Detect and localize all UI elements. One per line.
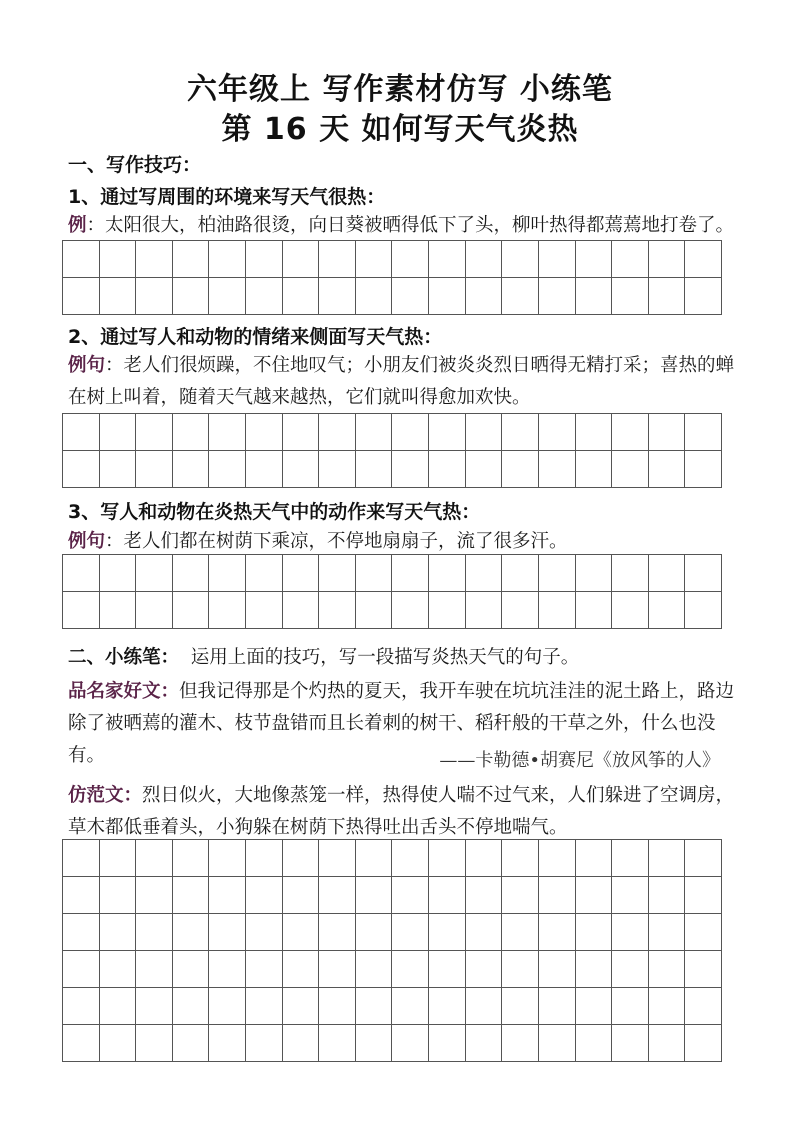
- grid-cell[interactable]: [209, 592, 246, 629]
- grid-cell[interactable]: [576, 278, 613, 315]
- grid-cell[interactable]: [466, 555, 503, 592]
- grid-cell[interactable]: [502, 241, 539, 278]
- grid-cell[interactable]: [319, 988, 356, 1025]
- grid-cell[interactable]: [576, 988, 613, 1025]
- grid-cell[interactable]: [539, 1025, 576, 1062]
- grid-cell[interactable]: [429, 840, 466, 877]
- section2-heading: 二、小练笔：: [68, 647, 180, 668]
- grid-cell[interactable]: [136, 241, 173, 278]
- example-label: 例句: [68, 531, 106, 552]
- grid-cell[interactable]: [502, 555, 539, 592]
- grid-cell[interactable]: [100, 241, 137, 278]
- grid-cell[interactable]: [100, 877, 137, 914]
- grid-cell[interactable]: [319, 1025, 356, 1062]
- grid-cell[interactable]: [173, 951, 210, 988]
- grid-cell[interactable]: [466, 451, 503, 488]
- grid-cell[interactable]: [649, 951, 686, 988]
- grid-cell[interactable]: [466, 592, 503, 629]
- grid-cell[interactable]: [502, 592, 539, 629]
- grid-cell[interactable]: [429, 241, 466, 278]
- grid-cell[interactable]: [392, 555, 429, 592]
- example-text: ：太阳很大，柏油路很烫，向日葵被晒得低下了头，柳叶热得都蔫蔫地打卷了。: [86, 215, 735, 236]
- grid-cell[interactable]: [502, 877, 539, 914]
- grid-cell[interactable]: [246, 592, 283, 629]
- grid-cell[interactable]: [319, 914, 356, 951]
- grid-cell[interactable]: [392, 914, 429, 951]
- example-label: 例句: [68, 355, 106, 376]
- grid-cell[interactable]: [246, 555, 283, 592]
- grid-cell[interactable]: [319, 241, 356, 278]
- grid-cell[interactable]: [209, 988, 246, 1025]
- writing-grid-3[interactable]: [62, 554, 722, 629]
- grid-cell[interactable]: [649, 241, 686, 278]
- grid-cell[interactable]: [319, 451, 356, 488]
- grid-cell[interactable]: [649, 840, 686, 877]
- grid-cell[interactable]: [576, 914, 613, 951]
- model-passage: [68, 780, 738, 844]
- grid-cell[interactable]: [209, 414, 246, 451]
- grid-cell[interactable]: [612, 877, 649, 914]
- grid-cell[interactable]: [392, 840, 429, 877]
- grid-cell[interactable]: [173, 877, 210, 914]
- model-text: 烈日似火，大地像蒸笼一样，热得使人喘不过气来，人们躲进了空调房，草木都低垂着头，小狗躲在树荫下热得吐出舌头不停地喘气。: [68, 785, 735, 838]
- grid-cell[interactable]: [283, 877, 320, 914]
- grid-cell[interactable]: [100, 951, 137, 988]
- grid-cell[interactable]: [539, 241, 576, 278]
- grid-cell[interactable]: [466, 1025, 503, 1062]
- grid-cell[interactable]: [283, 241, 320, 278]
- grid-cell[interactable]: [539, 278, 576, 315]
- grid-cell[interactable]: [466, 278, 503, 315]
- grid-cell[interactable]: [466, 877, 503, 914]
- technique-2-example: [68, 350, 738, 414]
- grid-cell[interactable]: [136, 951, 173, 988]
- grid-cell[interactable]: [612, 988, 649, 1025]
- grid-cell[interactable]: [392, 592, 429, 629]
- grid-cell[interactable]: [502, 278, 539, 315]
- grid-cell[interactable]: [539, 555, 576, 592]
- grid-cell[interactable]: [429, 951, 466, 988]
- grid-cell[interactable]: [429, 451, 466, 488]
- grid-cell[interactable]: [319, 555, 356, 592]
- section2-heading-line: [68, 642, 738, 674]
- grid-cell[interactable]: [209, 1025, 246, 1062]
- grid-cell[interactable]: [466, 414, 503, 451]
- grid-cell[interactable]: [612, 1025, 649, 1062]
- grid-cell[interactable]: [649, 592, 686, 629]
- grid-cell[interactable]: [649, 877, 686, 914]
- grid-cell[interactable]: [429, 555, 466, 592]
- grid-cell[interactable]: [576, 451, 613, 488]
- grid-cell[interactable]: [356, 555, 393, 592]
- grid-cell[interactable]: [136, 555, 173, 592]
- grid-cell[interactable]: [429, 278, 466, 315]
- grid-cell[interactable]: [136, 1025, 173, 1062]
- grid-cell[interactable]: [392, 414, 429, 451]
- grid-cell[interactable]: [246, 278, 283, 315]
- grid-cell[interactable]: [612, 555, 649, 592]
- grid-cell[interactable]: [173, 555, 210, 592]
- grid-cell[interactable]: [246, 451, 283, 488]
- grid-cell[interactable]: [466, 241, 503, 278]
- grid-cell[interactable]: [283, 914, 320, 951]
- grid-cell[interactable]: [502, 1025, 539, 1062]
- grid-cell[interactable]: [209, 555, 246, 592]
- grid-cell[interactable]: [576, 840, 613, 877]
- grid-cell[interactable]: [136, 988, 173, 1025]
- grid-cell[interactable]: [429, 414, 466, 451]
- grid-cell[interactable]: [392, 451, 429, 488]
- grid-cell[interactable]: [649, 1025, 686, 1062]
- grid-cell[interactable]: [100, 592, 137, 629]
- grid-cell[interactable]: [356, 988, 393, 1025]
- grid-cell[interactable]: [63, 555, 100, 592]
- grid-cell[interactable]: [429, 877, 466, 914]
- grid-cell[interactable]: [173, 988, 210, 1025]
- grid-cell[interactable]: [539, 592, 576, 629]
- grid-cell[interactable]: [539, 414, 576, 451]
- grid-cell[interactable]: [612, 241, 649, 278]
- grid-cell[interactable]: [136, 592, 173, 629]
- grid-cell[interactable]: [356, 278, 393, 315]
- grid-cell[interactable]: [209, 278, 246, 315]
- grid-cell[interactable]: [136, 840, 173, 877]
- grid-cell[interactable]: [63, 414, 100, 451]
- grid-cell[interactable]: [319, 414, 356, 451]
- grid-cell[interactable]: [649, 278, 686, 315]
- famous-label: 品名家好文：: [68, 681, 180, 702]
- grid-cell[interactable]: [612, 592, 649, 629]
- grid-cell[interactable]: [466, 914, 503, 951]
- grid-cell[interactable]: [685, 451, 722, 488]
- grid-cell[interactable]: [283, 1025, 320, 1062]
- grid-cell[interactable]: [100, 988, 137, 1025]
- technique-1-example: [68, 210, 758, 242]
- writing-grid-1[interactable]: [62, 240, 722, 315]
- technique-3-heading: 3、写人和动物在炎热天气中的动作来写天气热：: [68, 501, 481, 523]
- writing-grid-4[interactable]: [62, 839, 722, 1062]
- grid-cell[interactable]: [576, 241, 613, 278]
- grid-cell[interactable]: [319, 592, 356, 629]
- grid-cell[interactable]: [502, 914, 539, 951]
- citation: ——卡勒德•胡赛尼《放风筝的人》: [439, 750, 720, 771]
- grid-cell[interactable]: [209, 914, 246, 951]
- grid-cell[interactable]: [246, 241, 283, 278]
- example-text: ：老人们很烦躁，不住地叹气；小朋友们被炎炎烈日晒得无精打采；喜热的蝉在树上叫着，随着天气越来越热，它们就叫得愈加欢快。: [68, 355, 735, 408]
- grid-cell[interactable]: [502, 988, 539, 1025]
- grid-cell[interactable]: [319, 951, 356, 988]
- grid-cell[interactable]: [429, 988, 466, 1025]
- grid-cell[interactable]: [466, 951, 503, 988]
- grid-cell[interactable]: [649, 414, 686, 451]
- example-label: 例: [68, 215, 87, 236]
- grid-cell[interactable]: [63, 951, 100, 988]
- grid-cell[interactable]: [246, 914, 283, 951]
- grid-cell[interactable]: [612, 414, 649, 451]
- grid-cell[interactable]: [649, 988, 686, 1025]
- grid-cell[interactable]: [685, 241, 722, 278]
- grid-cell[interactable]: [685, 840, 722, 877]
- grid-cell[interactable]: [319, 877, 356, 914]
- grid-cell[interactable]: [246, 840, 283, 877]
- grid-cell[interactable]: [539, 840, 576, 877]
- grid-cell[interactable]: [63, 241, 100, 278]
- section2-instruction: 运用上面的技巧，写一段描写炎热天气的句子。: [190, 647, 580, 668]
- example-text: ：老人们都在树荫下乘凉，不停地扇扇子，流了很多汗。: [105, 531, 568, 552]
- grid-cell[interactable]: [173, 451, 210, 488]
- grid-cell[interactable]: [685, 914, 722, 951]
- model-label: 仿范文：: [68, 785, 143, 806]
- grid-cell[interactable]: [356, 451, 393, 488]
- grid-cell[interactable]: [100, 914, 137, 951]
- grid-cell[interactable]: [63, 988, 100, 1025]
- grid-cell[interactable]: [392, 988, 429, 1025]
- grid-cell[interactable]: [649, 451, 686, 488]
- grid-cell[interactable]: [576, 592, 613, 629]
- grid-cell[interactable]: [209, 241, 246, 278]
- grid-cell[interactable]: [136, 451, 173, 488]
- famous-text: 但我记得那是个灼热的夏天，我开车驶在坑坑洼洼的泥土路上，路边除了被晒蔫的灌木、枝节盘错而且长着刺的树干、稻秆般的干草之外，什么也没有。: [68, 681, 735, 766]
- grid-cell[interactable]: [319, 278, 356, 315]
- grid-cell[interactable]: [356, 592, 393, 629]
- grid-cell[interactable]: [209, 877, 246, 914]
- grid-cell[interactable]: [136, 278, 173, 315]
- grid-cell[interactable]: [100, 1025, 137, 1062]
- grid-cell[interactable]: [209, 840, 246, 877]
- grid-cell[interactable]: [576, 1025, 613, 1062]
- grid-cell[interactable]: [356, 914, 393, 951]
- grid-cell[interactable]: [356, 840, 393, 877]
- grid-cell[interactable]: [502, 414, 539, 451]
- grid-cell[interactable]: [685, 951, 722, 988]
- grid-cell[interactable]: [100, 278, 137, 315]
- grid-cell[interactable]: [63, 592, 100, 629]
- grid-cell[interactable]: [283, 592, 320, 629]
- grid-cell[interactable]: [539, 451, 576, 488]
- grid-cell[interactable]: [685, 988, 722, 1025]
- grid-cell[interactable]: [246, 1025, 283, 1062]
- grid-cell[interactable]: [685, 414, 722, 451]
- grid-cell[interactable]: [392, 877, 429, 914]
- grid-cell[interactable]: [283, 278, 320, 315]
- grid-cell[interactable]: [429, 914, 466, 951]
- grid-cell[interactable]: [392, 241, 429, 278]
- grid-cell[interactable]: [100, 555, 137, 592]
- grid-cell[interactable]: [612, 951, 649, 988]
- page-subtitle: 第 16 天 如何写天气炎热: [221, 112, 579, 147]
- grid-cell[interactable]: [649, 914, 686, 951]
- grid-cell[interactable]: [173, 1025, 210, 1062]
- grid-cell[interactable]: [283, 414, 320, 451]
- grid-cell[interactable]: [576, 951, 613, 988]
- grid-cell[interactable]: [539, 914, 576, 951]
- grid-cell[interactable]: [246, 951, 283, 988]
- page-title: 六年级上 写作素材仿写 小练笔: [187, 72, 613, 107]
- grid-cell[interactable]: [63, 914, 100, 951]
- grid-cell[interactable]: [539, 877, 576, 914]
- grid-cell[interactable]: [392, 278, 429, 315]
- grid-cell[interactable]: [502, 951, 539, 988]
- grid-cell[interactable]: [429, 592, 466, 629]
- grid-cell[interactable]: [173, 414, 210, 451]
- grid-cell[interactable]: [209, 451, 246, 488]
- grid-cell[interactable]: [283, 451, 320, 488]
- grid-cell[interactable]: [283, 988, 320, 1025]
- grid-cell[interactable]: [173, 241, 210, 278]
- grid-cell[interactable]: [136, 914, 173, 951]
- grid-cell[interactable]: [685, 1025, 722, 1062]
- grid-cell[interactable]: [539, 988, 576, 1025]
- grid-cell[interactable]: [466, 840, 503, 877]
- grid-cell[interactable]: [685, 592, 722, 629]
- grid-cell[interactable]: [612, 914, 649, 951]
- grid-cell[interactable]: [173, 840, 210, 877]
- grid-cell[interactable]: [100, 840, 137, 877]
- grid-cell[interactable]: [173, 592, 210, 629]
- grid-cell[interactable]: [63, 451, 100, 488]
- grid-cell[interactable]: [576, 877, 613, 914]
- grid-cell[interactable]: [539, 951, 576, 988]
- grid-cell[interactable]: [685, 555, 722, 592]
- grid-cell[interactable]: [392, 951, 429, 988]
- grid-cell[interactable]: [63, 877, 100, 914]
- technique-2-heading: 2、通过写人和动物的情绪来侧面写天气热：: [68, 326, 443, 348]
- grid-cell[interactable]: [246, 877, 283, 914]
- grid-cell[interactable]: [319, 840, 356, 877]
- grid-cell[interactable]: [502, 451, 539, 488]
- grid-cell[interactable]: [685, 278, 722, 315]
- technique-1-heading: 1、通过写周围的环境来写天气很热：: [68, 186, 386, 208]
- grid-cell[interactable]: [246, 988, 283, 1025]
- grid-cell[interactable]: [356, 414, 393, 451]
- grid-cell[interactable]: [209, 951, 246, 988]
- grid-cell[interactable]: [356, 241, 393, 278]
- grid-cell[interactable]: [100, 414, 137, 451]
- section1-heading: 一、写作技巧：: [68, 154, 202, 176]
- grid-cell[interactable]: [283, 555, 320, 592]
- grid-cell[interactable]: [576, 414, 613, 451]
- grid-cell[interactable]: [136, 414, 173, 451]
- grid-cell[interactable]: [356, 1025, 393, 1062]
- grid-cell[interactable]: [173, 278, 210, 315]
- grid-cell[interactable]: [576, 555, 613, 592]
- grid-cell[interactable]: [246, 414, 283, 451]
- grid-cell[interactable]: [283, 840, 320, 877]
- grid-cell[interactable]: [63, 278, 100, 315]
- grid-cell[interactable]: [685, 877, 722, 914]
- writing-grid-2[interactable]: [62, 413, 722, 488]
- grid-cell[interactable]: [63, 1025, 100, 1062]
- grid-cell[interactable]: [173, 914, 210, 951]
- grid-cell[interactable]: [466, 988, 503, 1025]
- grid-cell[interactable]: [612, 840, 649, 877]
- grid-cell[interactable]: [356, 951, 393, 988]
- grid-cell[interactable]: [502, 840, 539, 877]
- grid-cell[interactable]: [429, 1025, 466, 1062]
- grid-cell[interactable]: [392, 1025, 429, 1062]
- grid-cell[interactable]: [283, 951, 320, 988]
- grid-cell[interactable]: [136, 877, 173, 914]
- grid-cell[interactable]: [612, 451, 649, 488]
- grid-cell[interactable]: [63, 840, 100, 877]
- grid-cell[interactable]: [356, 877, 393, 914]
- grid-cell[interactable]: [649, 555, 686, 592]
- grid-cell[interactable]: [612, 278, 649, 315]
- grid-cell[interactable]: [100, 451, 137, 488]
